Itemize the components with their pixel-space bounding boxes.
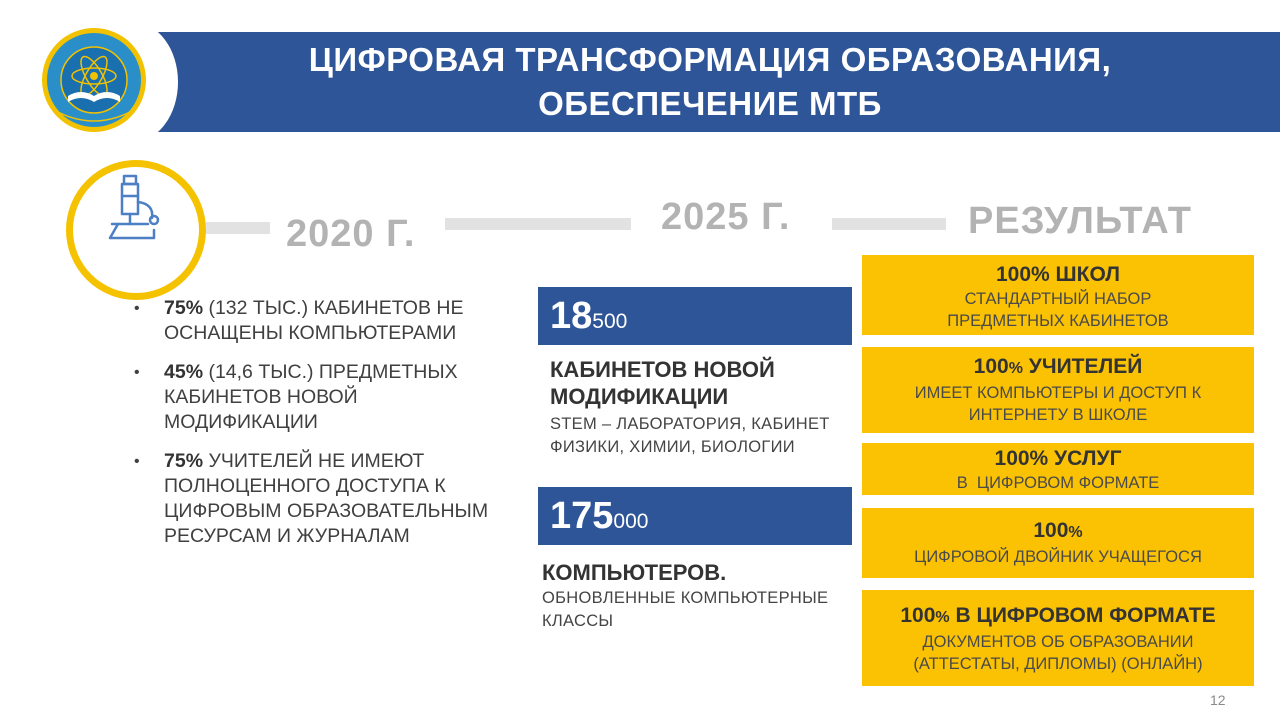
page-number: 12 (1210, 692, 1226, 708)
list-item: • 75% УЧИТЕЛЕЙ НЕ ИМЕЮТ ПОЛНОЦЕННОГО ДОСТУПА К ЦИФРОВЫМ ОБРАЗОВАТЕЛЬНЫМ РЕСУРСАМ И ЖУРНАЛАМ (134, 450, 489, 547)
page-title (180, 38, 1240, 126)
result-box-3 (862, 443, 1254, 495)
target-number-small: 500 (592, 310, 628, 333)
result-title-percent: % (935, 609, 950, 626)
result-box-4 (862, 508, 1254, 578)
target-number-box-2 (538, 487, 852, 545)
page-title-line1: ЦИФРОВАЯ ТРАНСФОРМАЦИЯ ОБРАЗОВАНИЯ, (308, 41, 1112, 78)
page-title-line2: ОБЕСПЕЧЕНИЕ МТБ (538, 85, 882, 122)
result-subtitle: ДОКУМЕНТОВ ОБ ОБРАЗОВАНИИ (АТТЕСТАТЫ, ДИПЛОМЫ) (ОНЛАЙН) (913, 633, 1203, 673)
target-number-box-1 (538, 287, 852, 345)
connector-bar-1 (206, 222, 270, 234)
connector-bar-3 (832, 218, 946, 230)
result-title: 100% УСЛУГ (994, 447, 1122, 470)
result-title: 100 (973, 355, 1009, 378)
target-number-big: 175 (550, 495, 614, 537)
column-header-result: РЕЗУЛЬТАТ (968, 200, 1192, 242)
bullet-text: УЧИТЕЛЕЙ НЕ ИМЕЮТ ПОЛНОЦЕННОГО ДОСТУПА К ЦИФРОВЫМ ОБРАЗОВАТЕЛЬНЫМ РЕСУРСАМ И ЖУРНАЛАМ (164, 450, 489, 547)
result-box-2 (862, 347, 1254, 433)
result-subtitle: ИМЕЕТ КОМПЬЮТЕРЫ И ДОСТУП К ИНТЕРНЕТУ В ШКОЛЕ (914, 384, 1202, 424)
result-title: 100 (1033, 519, 1069, 542)
bullet-list-2020 (130, 296, 510, 563)
list-item: • 45% (14,6 ТЫС.) ПРЕДМЕТНЫХ КАБИНЕТОВ НОВОЙ МОДИФИКАЦИИ (134, 361, 458, 433)
result-title-rest: УЧИТЕЛЕЙ (1022, 355, 1143, 378)
result-subtitle: СТАНДАРТНЫЙ НАБОР ПРЕДМЕТНЫХ КАБИНЕТОВ (947, 290, 1169, 330)
result-subtitle: В ЦИФРОВОМ ФОРМАТЕ (956, 474, 1160, 492)
column-header-2020: 2020 Г. (286, 213, 416, 255)
result-box-1 (862, 255, 1254, 335)
target-title-1: КАБИНЕТОВ НОВОЙ МОДИФИКАЦИИ (550, 357, 775, 409)
ministry-emblem-icon (40, 26, 148, 134)
target-title-2: КОМПЬЮТЕРОВ. (542, 560, 727, 585)
result-title: 100 (900, 604, 936, 627)
result-subtitle: ЦИФРОВОЙ ДВОЙНИК УЧАЩЕГОСЯ (914, 548, 1202, 566)
column-header-2025: 2025 Г. (661, 196, 791, 238)
result-title-rest: В ЦИФРОВОМ ФОРМАТЕ (949, 604, 1216, 627)
bullet-value: 75% (164, 297, 204, 319)
bullet-value: 45% (164, 361, 204, 383)
result-title-percent: % (1008, 360, 1023, 377)
result-box-5 (862, 590, 1254, 686)
target-number-big: 18 (550, 295, 593, 337)
list-item: • 75% (132 ТЫС.) КАБИНЕТОВ НЕ ОСНАЩЕНЫ КОМПЬЮТЕРАМИ (134, 297, 464, 344)
microscope-icon (104, 172, 166, 244)
connector-bar-2 (445, 218, 631, 230)
bullet-text: (14,6 ТЫС.) ПРЕДМЕТНЫХ КАБИНЕТОВ НОВОЙ МОДИФИКАЦИИ (164, 361, 458, 433)
target-subtitle-1: STEM – ЛАБОРАТОРИЯ, КАБИНЕТ ФИЗИКИ, ХИМИИ, БИОЛОГИИ (550, 415, 830, 456)
result-title: 100% ШКОЛ (995, 263, 1120, 286)
target-number-small: 000 (613, 510, 649, 533)
bullet-value: 75% (164, 450, 204, 472)
bullet-text: (132 ТЫС.) КАБИНЕТОВ НЕ ОСНАЩЕНЫ КОМПЬЮТЕРАМИ (164, 297, 464, 344)
target-subtitle-2: ОБНОВЛЕННЫЕ КОМПЬЮТЕРНЫЕ КЛАССЫ (542, 589, 829, 630)
result-title-percent: % (1068, 524, 1083, 541)
